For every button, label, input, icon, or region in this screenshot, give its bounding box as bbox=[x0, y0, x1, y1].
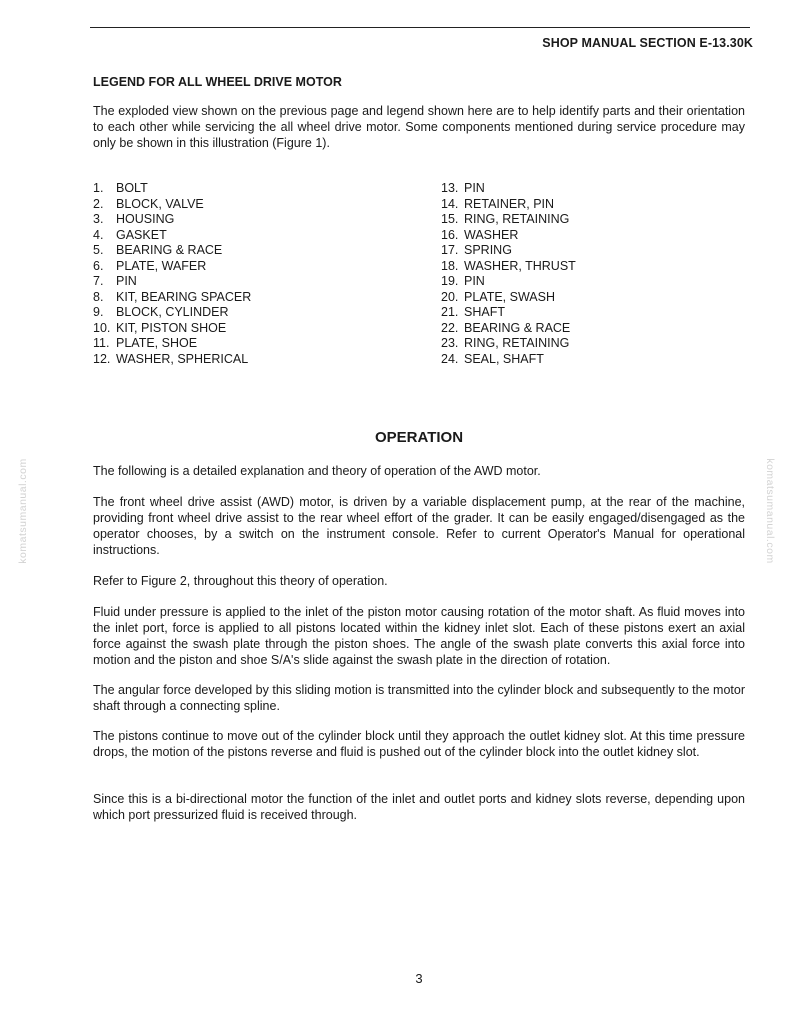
operation-heading: OPERATION bbox=[374, 429, 464, 446]
legend-item: 18. WASHER, THRUST bbox=[441, 258, 576, 273]
legend-item: 2. BLOCK, VALVE bbox=[93, 196, 204, 211]
legend-list-right bbox=[441, 181, 576, 367]
header-rule bbox=[90, 27, 750, 28]
operation-paragraph: Refer to Figure 2, throughout this theory of operation. bbox=[93, 574, 388, 588]
legend-item: 24. SEAL, SHAFT bbox=[441, 351, 544, 366]
legend-item: 8. KIT, BEARING SPACER bbox=[93, 289, 252, 304]
legend-list-left bbox=[93, 181, 251, 367]
watermark-right: komatsumanual.com bbox=[764, 458, 776, 564]
operation-paragraph: The front wheel drive assist (AWD) motor, is driven by a variable displacement pump, at the rear of the machine, providing front wheel drive assist to the rear wheel effort of the grader. It can be easily engaged/disengaged as the operator chooses, by a switch on the instrument console. Refer to current Operator's Manual for operational instructions. bbox=[93, 495, 745, 557]
operation-paragraph: The following is a detailed explanation and theory of operation of the AWD motor. bbox=[93, 464, 541, 478]
operation-paragraph: Since this is a bi-directional motor the function of the inlet and outlet ports and kidney slots reverse, depending upon which port pressurized fluid is received through. bbox=[93, 792, 745, 822]
legend-item: 10. KIT, PISTON SHOE bbox=[93, 320, 227, 335]
operation-paragraph: Fluid under pressure is applied to the inlet of the piston motor causing rotation of the motor shaft. As fluid moves into the inlet port, force is applied to all pistons located within the kidney inlet slot. Each of these pistons exert an axial force against the swash plate through the piston shoes. The angle of the swash plate converts this axial force into motion and the piston and shoe S/A's slide against the swash plate in the direction of rotation. bbox=[93, 605, 745, 667]
legend-item: 4. GASKET bbox=[93, 227, 167, 242]
legend-item: 23. RING, RETAINING bbox=[441, 336, 570, 350]
legend-item: 7. PIN bbox=[93, 274, 137, 288]
legend-item: 9. BLOCK, CYLINDER bbox=[93, 305, 229, 319]
legend-item: 12. WASHER, SPHERICAL bbox=[93, 351, 249, 366]
legend-item: 6. PLATE, WAFER bbox=[93, 258, 207, 273]
legend-item: 20. PLATE, SWASH bbox=[441, 289, 555, 304]
watermark-left: komatsumanual.com bbox=[17, 458, 29, 564]
operation-paragraph: The angular force developed by this sliding motion is transmitted into the cylinder block and subsequently to the motor shaft through a connecting spline. bbox=[93, 683, 745, 713]
legend-intro: The exploded view shown on the previous page and legend shown here are to help identify parts and their orientation to each other while servicing the all wheel drive motor. Some components mentioned during service procedure may only be shown in this illustration (Figure 1). bbox=[93, 104, 745, 150]
operation-paragraph: The pistons continue to move out of the cylinder block until they approach the outlet kidney slot. At this time pressure drops, the motion of the pistons reverse and fluid is pushed out of the cylinder block into the outlet kidney slot. bbox=[93, 729, 745, 759]
legend-item: 16. WASHER bbox=[441, 227, 519, 242]
legend-heading: LEGEND FOR ALL WHEEL DRIVE MOTOR bbox=[93, 75, 342, 89]
legend-item: 22. BEARING & RACE bbox=[441, 320, 571, 335]
legend-item: 1. BOLT bbox=[93, 181, 148, 195]
legend-item: 14. RETAINER, PIN bbox=[441, 196, 555, 211]
legend-item: 19. PIN bbox=[441, 274, 485, 288]
page-number: 3 bbox=[415, 971, 423, 986]
legend-item: 15. RING, RETAINING bbox=[441, 212, 570, 226]
legend-item: 11. PLATE, SHOE bbox=[93, 336, 198, 350]
legend-item: 13. PIN bbox=[441, 181, 485, 195]
manual-section-title: SHOP MANUAL SECTION E-13.30K bbox=[542, 36, 753, 50]
legend-item: 5. BEARING & RACE bbox=[93, 243, 223, 257]
legend-item: 21. SHAFT bbox=[441, 305, 505, 319]
legend-item: 17. SPRING bbox=[441, 243, 512, 257]
legend-item: 3. HOUSING bbox=[93, 212, 175, 226]
